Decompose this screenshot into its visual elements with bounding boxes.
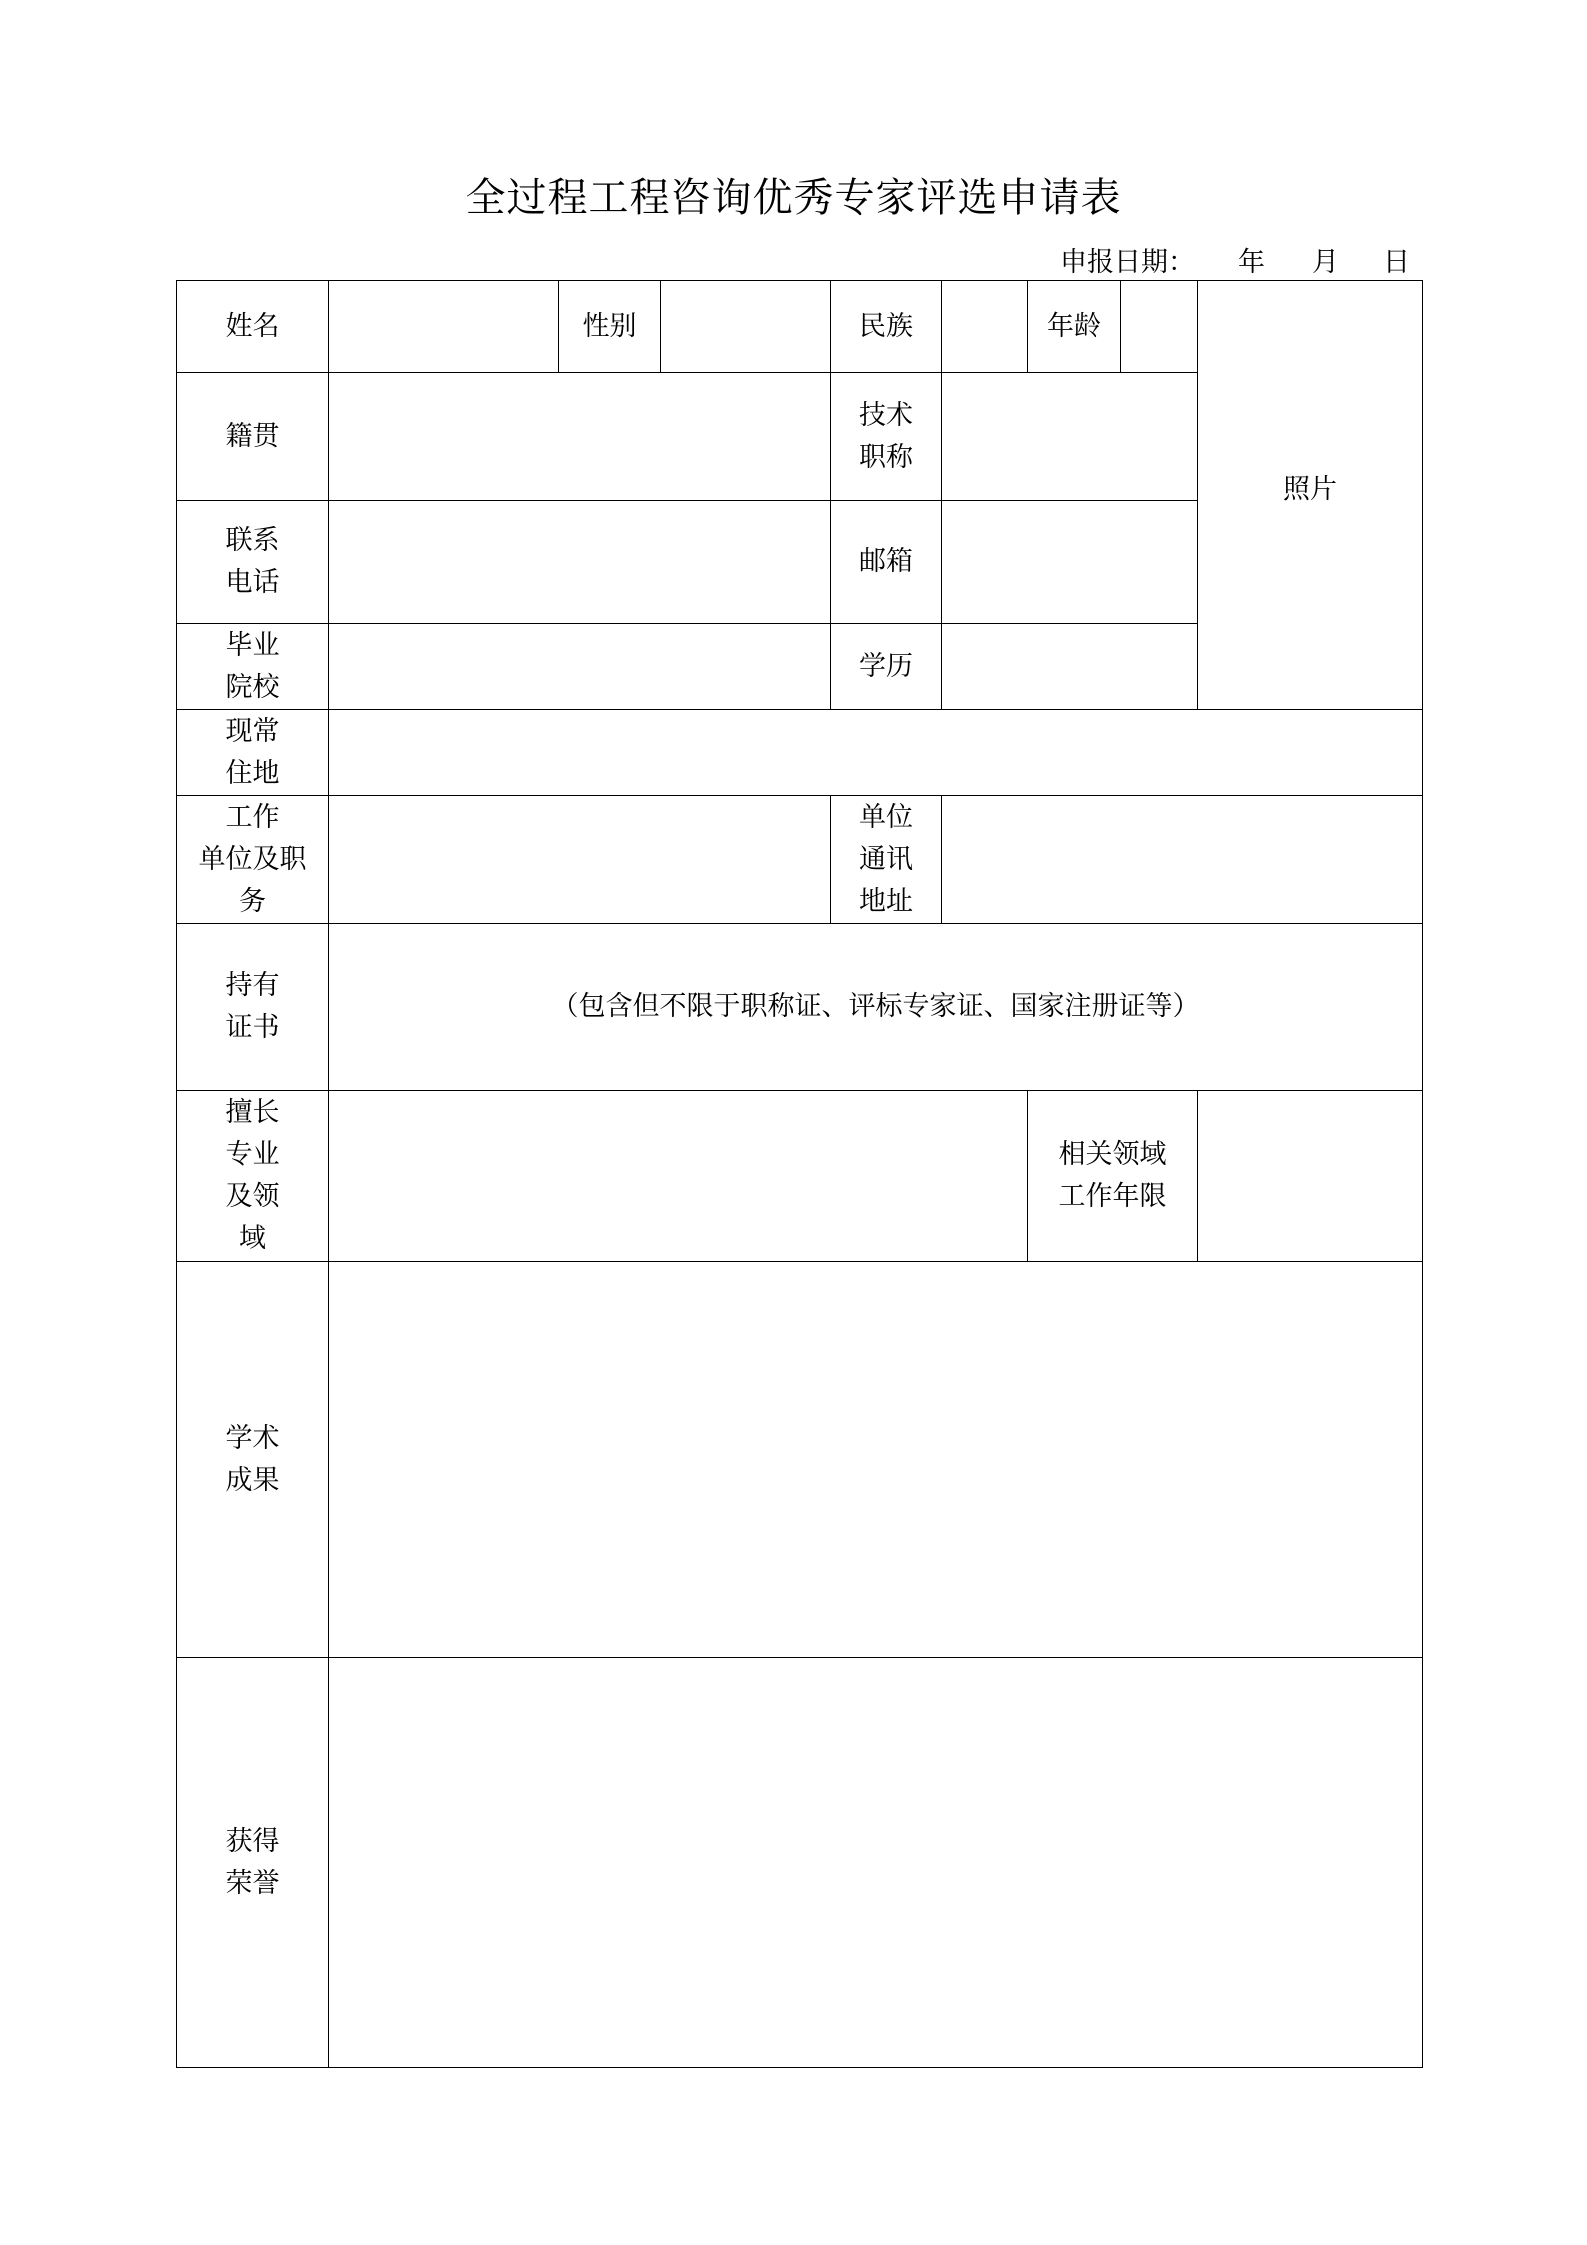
employer-position-label: 工作 单位及职 务 xyxy=(177,796,329,924)
honors-field[interactable] xyxy=(329,1658,1423,2068)
phone-field[interactable] xyxy=(329,501,831,624)
gender-field[interactable] xyxy=(661,281,831,373)
certificates-label: 持有 证书 xyxy=(177,924,329,1091)
years-in-field-field[interactable] xyxy=(1198,1091,1423,1262)
native-place-label: 籍贯 xyxy=(177,373,329,501)
date-month-label: 月 xyxy=(1312,247,1339,278)
gender-label: 性别 xyxy=(559,281,661,373)
date-year-label: 年 xyxy=(1238,247,1265,278)
technical-title-label: 技术 职称 xyxy=(831,373,942,501)
specialty-label: 擅长 专业 及领 域 xyxy=(177,1091,329,1262)
age-label: 年龄 xyxy=(1028,281,1121,373)
residence-field[interactable] xyxy=(329,710,1423,796)
residence-label: 现常 住地 xyxy=(177,710,329,796)
date-day-label: 日 xyxy=(1383,247,1410,278)
email-field[interactable] xyxy=(942,501,1198,624)
application-date-label: 申报日期： xyxy=(1060,247,1195,278)
years-in-field-label: 相关领域 工作年限 xyxy=(1028,1091,1198,1262)
specialty-field[interactable] xyxy=(329,1091,1028,1262)
technical-title-field[interactable] xyxy=(942,373,1198,501)
certificates-field[interactable]: （包含但不限于职称证、评标专家证、国家注册证等） xyxy=(329,924,1423,1091)
achievements-label: 学术 成果 xyxy=(177,1262,329,1658)
form-title: 全过程工程咨询优秀专家评选申请表 xyxy=(465,175,1122,221)
ethnicity-label: 民族 xyxy=(831,281,942,373)
employer-address-label: 单位 通讯 地址 xyxy=(831,796,942,924)
phone-label: 联系 电话 xyxy=(177,501,329,624)
education-field[interactable] xyxy=(942,624,1198,710)
school-label: 毕业 院校 xyxy=(177,624,329,710)
achievements-field[interactable] xyxy=(329,1262,1423,1658)
employer-position-field[interactable] xyxy=(329,796,831,924)
email-label: 邮箱 xyxy=(831,501,942,624)
photo-box[interactable]: 照片 xyxy=(1198,281,1423,710)
ethnicity-field[interactable] xyxy=(942,281,1028,373)
school-field[interactable] xyxy=(329,624,831,710)
name-field[interactable] xyxy=(329,281,559,373)
employer-address-field[interactable] xyxy=(942,796,1423,924)
honors-label: 获得 荣誉 xyxy=(177,1658,329,2068)
native-place-field[interactable] xyxy=(329,373,831,501)
age-field[interactable] xyxy=(1121,281,1198,373)
application-date-line xyxy=(1060,240,1420,278)
name-label: 姓名 xyxy=(177,281,329,373)
application-form-table xyxy=(176,280,1423,2068)
education-label: 学历 xyxy=(831,624,942,710)
